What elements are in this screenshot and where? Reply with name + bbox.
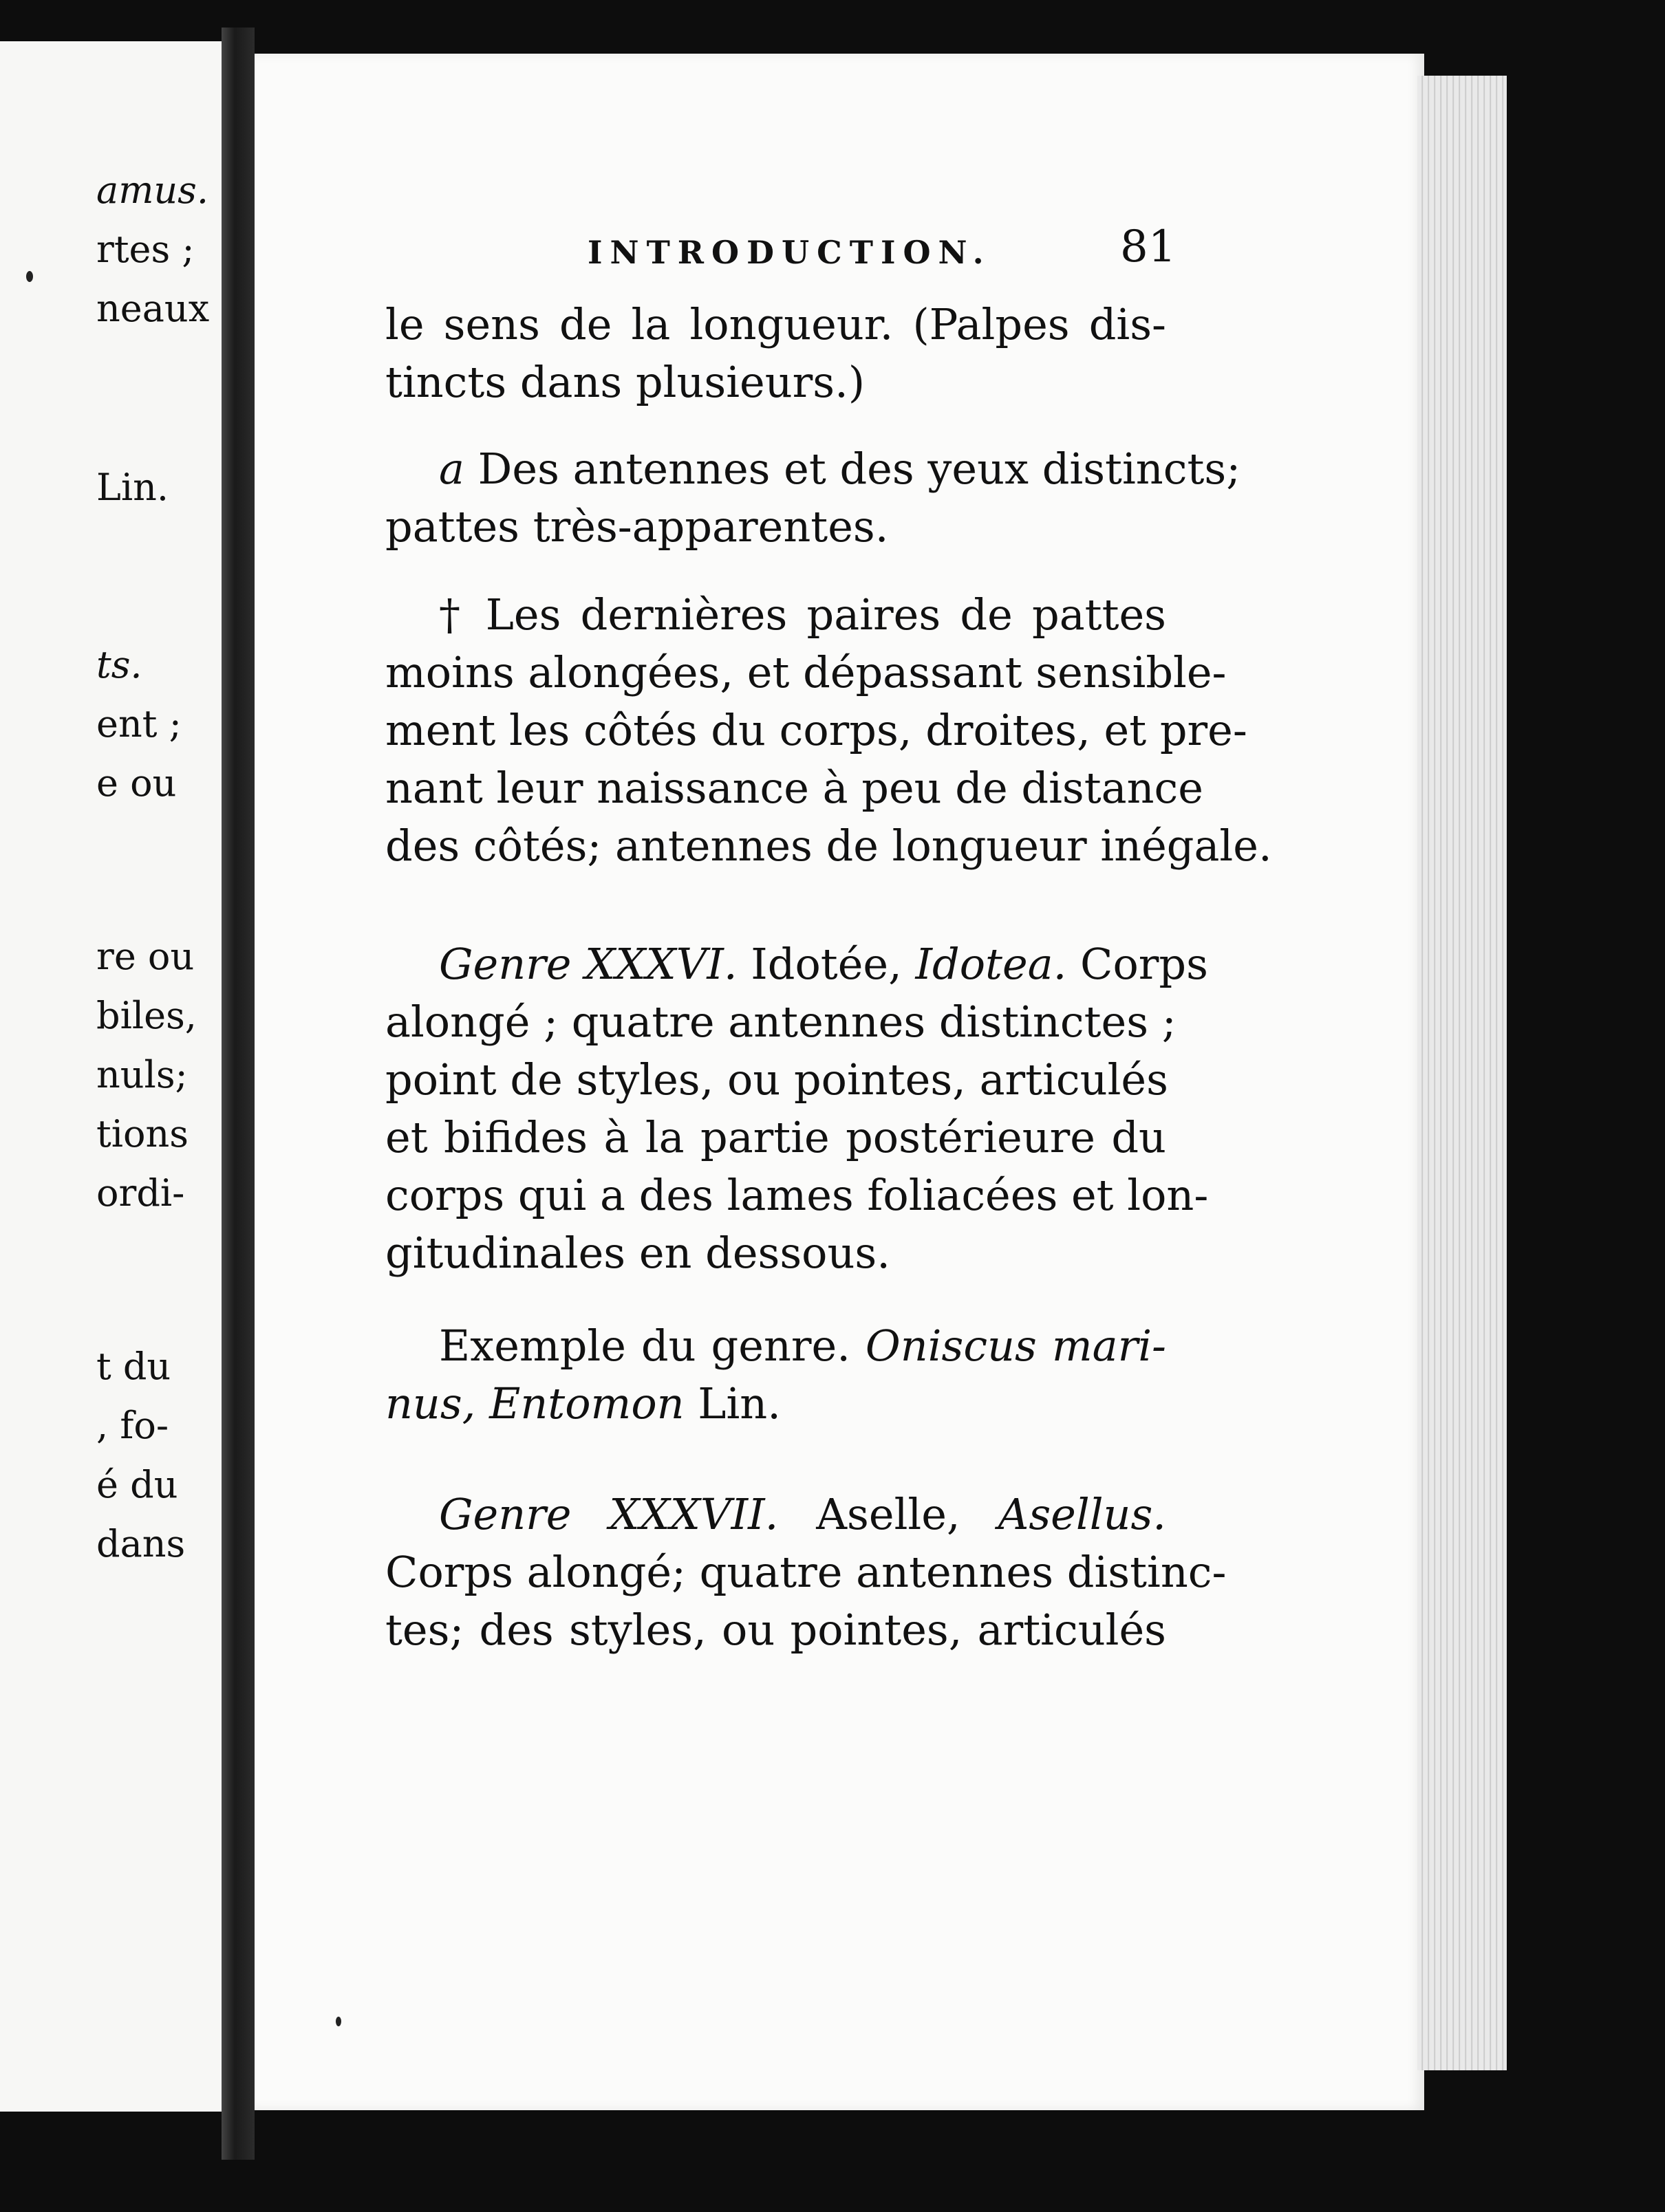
text-line: gitudinales en dessous. <box>385 1228 890 1278</box>
text-line: tes; des styles, ou pointes, articulés <box>385 1605 1166 1655</box>
latin-name: Idotea. <box>915 939 1067 989</box>
text-line: alongé ; quatre antennes distinctes ; <box>385 997 1177 1047</box>
genre-label: Genre XXXVI. <box>439 939 738 989</box>
page-number: 81 <box>1120 221 1177 272</box>
paragraph-3 <box>385 586 1272 875</box>
left-fragment: ent ; <box>96 702 182 746</box>
left-fragment: rtes ; <box>96 228 195 271</box>
text-line: et bifides à la partie postérieure du <box>385 1112 1166 1162</box>
left-fragment: ordi- <box>96 1171 185 1215</box>
paragraph-genre-37 <box>385 1486 1227 1659</box>
text-line: tincts dans plusieurs.) <box>385 357 866 407</box>
latin-name: Oniscus mari- <box>865 1321 1166 1371</box>
text-line: pattes très-apparentes. <box>385 501 889 552</box>
text-line: † Les dernières paires de pattes <box>439 589 1166 640</box>
ink-speck <box>336 2017 341 2026</box>
text-line: a Des antennes et des yeux distincts; <box>439 444 1241 494</box>
list-marker: a <box>439 444 464 494</box>
left-fragment: e ou <box>96 761 177 805</box>
text-line: le sens de la longueur. (Palpes dis- <box>385 299 1166 349</box>
page-edges <box>1417 76 1507 2070</box>
latin-name: Asellus. <box>998 1489 1166 1539</box>
paragraph-genre-36 <box>385 935 1209 1282</box>
left-fragment: amus. <box>96 169 209 212</box>
text-line: nus, Entomon Lin. <box>385 1378 781 1429</box>
paragraph-1 <box>385 296 1166 411</box>
text-line: des côtés; antennes de longueur inégale. <box>385 821 1272 871</box>
text-line: point de styles, ou pointes, articulés <box>385 1054 1168 1105</box>
book-gutter <box>222 28 255 2160</box>
left-fragment: dans <box>96 1522 186 1565</box>
text-line: ment les côtés du corps, droites, et pre- <box>385 705 1247 755</box>
text-line: nant leur naissance à peu de distance <box>385 763 1203 813</box>
text-line: Genre XXXVI. Idotée, Idotea. Corps <box>439 939 1208 989</box>
left-fragment: neaux <box>96 287 210 330</box>
paragraph-2 <box>385 440 1241 556</box>
left-fragment: nuls; <box>96 1053 188 1096</box>
left-fragment: ts. <box>96 643 142 686</box>
ink-speck <box>26 271 33 282</box>
paragraph-example <box>385 1317 1166 1433</box>
left-page <box>0 41 226 2112</box>
genre-label: Genre XXXVII. <box>439 1489 779 1539</box>
left-fragment: tions <box>96 1112 189 1156</box>
latin-name: nus, Entomon <box>385 1378 685 1429</box>
text-line: Exemple du genre. Oniscus mari- <box>439 1321 1166 1371</box>
left-fragment: biles, <box>96 994 197 1037</box>
left-fragment: Lin. <box>96 466 169 509</box>
left-fragment: t du <box>96 1345 171 1388</box>
text-line: Corps alongé; quatre antennes distinc- <box>385 1547 1227 1597</box>
running-head: INTRODUCTION. <box>588 234 991 271</box>
text-line: moins alongées, et dépassant sensible- <box>385 647 1227 697</box>
text-line: corps qui a des lames foliacées et lon- <box>385 1170 1209 1220</box>
left-fragment: é du <box>96 1463 178 1506</box>
left-fragment: , fo- <box>96 1404 169 1447</box>
text-line: Genre XXXVII. Aselle, Asellus. <box>439 1489 1166 1539</box>
left-fragment: re ou <box>96 935 195 978</box>
